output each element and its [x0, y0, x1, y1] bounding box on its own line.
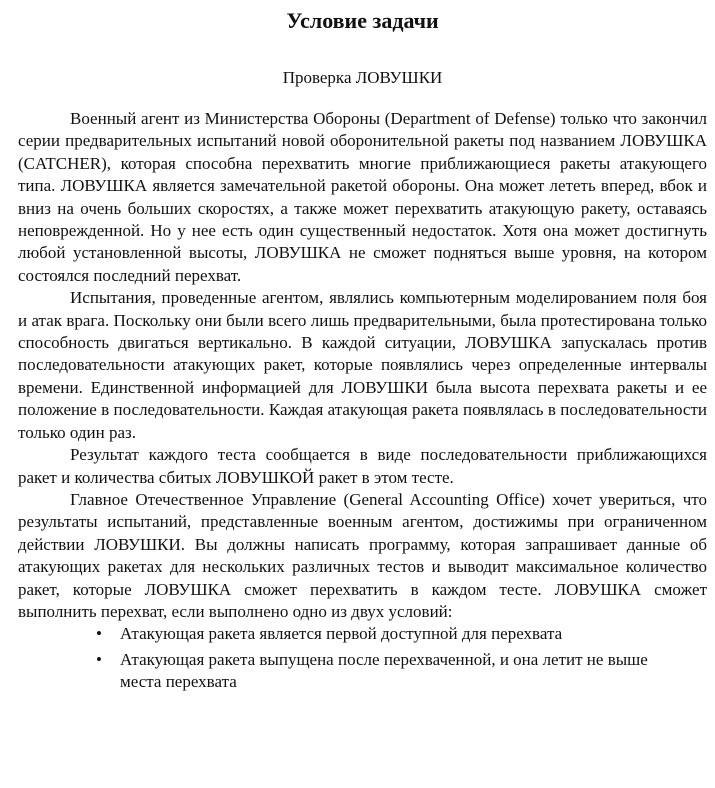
document-subtitle: Проверка ЛОВУШКИ [282, 68, 443, 87]
paragraph-results: Результат каждого теста сообщается в виде последовательности приближающихся ракет и количества сбитых ЛОВУШКОЙ ракет в этом тесте. [18, 445, 707, 487]
bullet-icon: • [96, 649, 102, 669]
list-item-text: Атакующая ракета выпущена после перехваченной, и она летит не выше места перехвата [120, 649, 648, 692]
document-title: Условие задачи [286, 8, 439, 33]
paragraph-tests: Испытания, проведенные агентом, являлись компьютерным моделированием поля боя и атак врага. Поскольку они были всего лишь предварительными, была протестирована только способность двигаться вертикально. В каждой ситуации, ЛОВУШКА запускалась против последовательности атакующих ракет, которые появлялись через определенные интервалы времени. Единственной информацией для ЛОВУШКИ была высота перехвата ракеты и ее положение в последовательности. Каждая атакующая ракета появлялась в последовательности только один раз. [18, 288, 707, 442]
list-item [96, 649, 680, 694]
bullet-icon: • [96, 624, 102, 644]
document-page [18, 8, 707, 697]
list-item-text: Атакующая ракета является первой доступной для перехвата [120, 624, 563, 644]
list-item [96, 623, 680, 645]
paragraph-task: Главное Отечественное Управление (General Accounting Office) хочет увериться, что результаты испытаний, представленные военным агентом, достижимы при ограниченном действии ЛОВУШКИ. Вы должны написать программу, которая запрашивает данные об атакующих ракетах для нескольких различных тестов и выводит максимальное количество ракет, которые ЛОВУШКА сможет перехватить в каждом тесте. ЛОВУШКА сможет выполнить перехват, если выполнено одно из двух условий: [18, 489, 707, 621]
paragraph-intro: Военный агент из Министерства Обороны (Department of Defense) только что закончил серии предварительных испытаний новой оборонительной ракеты под названием ЛОВУШКА (CATCHER), которая способна перехватить многие приближающиеся ракеты атакующего типа. ЛОВУШКА является замечательной ракетой обороны. Она может лететь вперед, вбок и вниз на очень больших скоростях, а также может перехватить атакующую ракету, оставаясь неповрежденной. Но у нее есть один существенный недостаток. Хотя она может достигнуть любой установленной высоты, ЛОВУШКА не сможет подняться выше уровня, на котором состоялся последний перехват. [18, 109, 707, 285]
conditions-list [18, 623, 707, 693]
